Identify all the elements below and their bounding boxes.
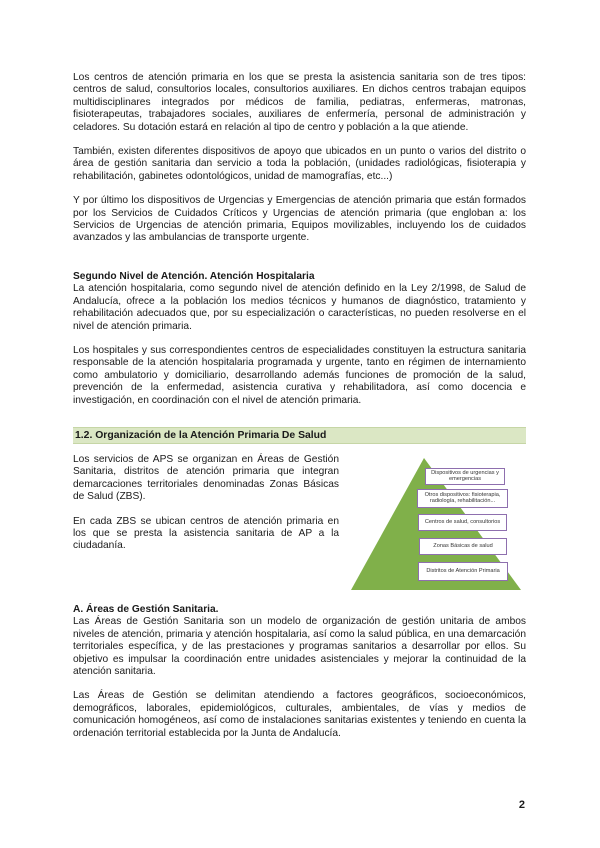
paragraph-urgencias: Y por último los dispositivos de Urgencias y Emergencias de atención primaria que están formados por los Servicios de Cuidados Críticos y Urgencias de atención primaria (que engloban a: los Servicios de Urgencias de atención primaria, Equipos movilizables, incluyendo los de cuidados avanzados y las ambulancias de transporte urgente. bbox=[73, 195, 526, 244]
paragraph-centros: Los centros de atención primaria en los que se presta la asistencia sanitaria son de tres tipos: centros de salud, consultorios locales, consultorios auxiliares. En dichos centros trabajan equipos multidisciplinares integrados por médicos de familia, pediatras, enfermeras, matronas, fisioterapeutas, trabajadores sociales, auxiliares de enfermería, personal de administración y celadores. Su dotación estará en relación al tipo de centro y población a la que atiende. bbox=[73, 72, 526, 133]
paragraph-areas-delimitacion: Las Áreas de Gestión se delimitan atendiendo a factores geográficos, socioeconómicos, demográficos, laborales, epidemiológicos, culturales, ambientales, de vías y medios de comunicación homogéneos, así como de instalaciones sanitarias existentes y teniendo en cuenta la ordenación territorial establecida por la Junta de Andalucía. bbox=[73, 690, 526, 739]
diagram-level-zonas-basicas: Zonas Básicas de salud bbox=[419, 538, 507, 555]
paragraph-hospitales: Los hospitales y sus correspondientes centros de especialidades constituyen la estructura sanitaria responsable de la atención hospitalaria programada y urgente, tanto en régimen de internamiento como ambulatorio y domiciliario, desarrollando además funciones de promoción de la salud, prevención de la enfermedad, asistencia curativa y rehabilitadora, así como docencia e investigación, en coordinación con el nivel de atención primaria. bbox=[73, 344, 526, 406]
paragraph-zbs: En cada ZBS se ubican centros de atención primaria en los que se presta la asistencia sanitaria de AP a la ciudadanía. bbox=[73, 515, 339, 552]
section-1-2-text bbox=[73, 454, 339, 594]
section-title-bar: 1.2. Organización de la Atención Primaria De Salud bbox=[73, 427, 526, 444]
document-page bbox=[73, 72, 526, 740]
diagram-level-otros-dispositivos: Otros dispositivos: fisioterapia, radiología, rehabilitación... bbox=[417, 489, 508, 508]
paragraph-dispositivos-apoyo: También, existen diferentes dispositivos de apoyo que ubicados en un punto o varios del distrito o área de gestión sanitaria dan servicio a toda la población, (unidades radiológicas, fisioterapia y rehabilitación, gabinetes odontológicos, unidad de mamografías, etc...) bbox=[73, 146, 526, 182]
heading-segundo-nivel: Segundo Nivel de Atención. Atención Hospitalaria bbox=[73, 270, 315, 282]
pyramid-diagram-area bbox=[339, 454, 526, 594]
paragraph-servicios-aps: Los servicios de APS se organizan en Áreas de Gestión Sanitaria, distritos de atención primaria que integran demarcaciones territoriales denominadas Zonas Básicas de Salud (ZBS). bbox=[73, 453, 339, 503]
paragraph-areas-modelo: Las Áreas de Gestión Sanitaria son un modelo de organización de gestión unitaria de ambos niveles de atención, primaria y atención hospitalaria, así como la salud pública, en una demarcación territoriales específica, y de las prestaciones y programas sanitarios a desarrollar por ellos. Su objetivo es impulsar la coordinación entre unidades asistenciales y mejorar la continuidad de la atención sanitaria. bbox=[73, 616, 526, 677]
diagram-level-distritos: Distritos de Atención Primaria bbox=[418, 562, 508, 581]
diagram-level-urgencias: Dispositivos de urgencias y emergencias bbox=[425, 468, 505, 485]
heading-areas-gestion: A. Áreas de Gestión Sanitaria. bbox=[73, 603, 219, 615]
section-1-2-body bbox=[73, 454, 526, 594]
page-number: 2 bbox=[518, 799, 525, 811]
paragraph-atencion-hospitalaria: La atención hospitalaria, como segundo nivel de atención definido en la Ley 2/1998, de Salud de Andalucía, ofrece a la población los medios técnicos y humanos de diagnóstico, tratamiento y rehabilitación adecuados que, por su especialización o características, no pueden resolverse en el nivel de atención primaria. bbox=[73, 283, 526, 332]
diagram-level-centros-salud: Centros de salud, consultorios bbox=[418, 514, 507, 531]
